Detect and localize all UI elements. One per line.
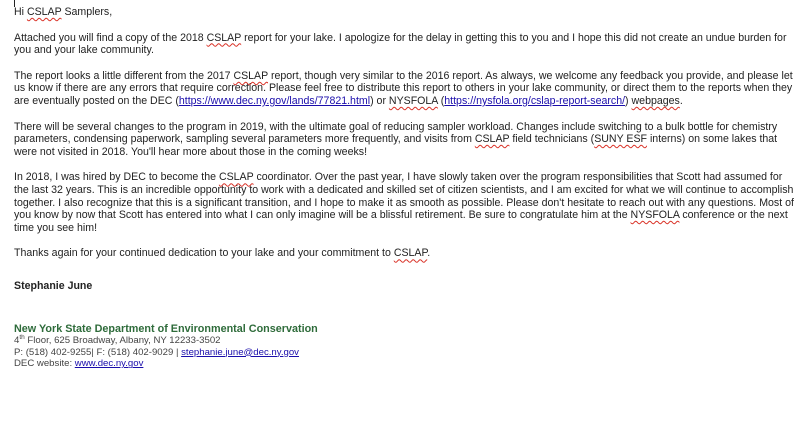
paragraph-program-changes (14, 121, 794, 159)
paragraph-report-attached (14, 32, 794, 57)
greeting-text: Hi (14, 6, 27, 18)
spellcheck-word[interactable]: NYSFOLA (388, 94, 438, 107)
signature-website (14, 358, 794, 370)
spellcheck-word[interactable]: CSLAP (206, 31, 242, 44)
greeting-text: Samplers, (61, 6, 113, 18)
signature-organization: New York State Department of Environmental Conservation (14, 322, 318, 335)
phone-text: P: (518) 402-9255| F: (518) 402-9029 | (14, 346, 182, 358)
website-link[interactable]: www.dec.ny.gov (74, 358, 144, 370)
signer-name: Stephanie June (14, 279, 93, 292)
paragraph-text: report, though very similar to the 2016 report. As always, we welcome any feedback you provide, and please let us know if there are any errors that require correction. Please feel free to distribute this report to others in your lake community, or direct them to the reports when they are eventually posted on the DEC ( (14, 69, 793, 107)
paragraph-thanks (14, 247, 794, 260)
paragraph-text: . (679, 94, 683, 107)
spellcheck-word[interactable]: CSLAP (233, 69, 269, 82)
signature-address (14, 335, 794, 347)
spellcheck-word[interactable]: webpages (631, 94, 680, 107)
spellcheck-word[interactable]: CSLAP (393, 247, 428, 260)
paragraph-text: The report looks a little different from the 2017 (14, 69, 234, 82)
paragraph-text: There will be several changes to the program in 2019, with the ultimate goal of reducing sampler workload. Changes include switching to a bulk bottle for chemistry parameters, condensing paperwork, sampling several parameters more frequently, and visits from (14, 120, 778, 146)
paragraph-text: ) (625, 94, 632, 107)
spellcheck-word[interactable]: CSLAP (26, 6, 62, 18)
paragraph-text: . (427, 247, 431, 260)
website-label: DEC website: (14, 358, 75, 370)
paragraph-text: field technicians ( (509, 133, 595, 146)
greeting (14, 6, 794, 19)
paragraph-text: report for your lake. I apologize for the delay in getting this to you and I hope this did not create an undue burden for you and your lake community. (14, 31, 787, 57)
email-body[interactable] (14, 6, 794, 370)
paragraph-text: Thanks again for your continued dedication to your lake and your commitment to (14, 247, 394, 260)
paragraph-text: conference or the next time you see him! (14, 209, 788, 234)
address-floor: 4 (14, 335, 20, 347)
address-floor-suffix: th (19, 333, 25, 341)
paragraph-text: In 2018, I was hired by DEC to become the (14, 171, 219, 184)
paragraph-text: coordinator. Over the past year, I have slowly taken over the program responsibilities that Scott had assumed for the last 32 years. This is an incredible opportunity to work with a dedicated and skilled set of citizen scientists, and I am excited for what we will continue to accomplish together. I also recognize that this is a significant transition, and I hope to make it as smooth as possible. Please don't hesitate to reach out with any questions. Most of you know by now that Scott has entered into what I can only imagine will be a blissful retirement. Be sure to congratulate him at the (14, 171, 794, 222)
email-signature (14, 323, 794, 370)
spellcheck-word[interactable]: SUNY ESF (594, 133, 647, 146)
dec-link[interactable]: https://www.dec.ny.gov/lands/77821.html (178, 94, 371, 107)
address-text: Floor, 625 Broadway, Albany, NY 12233-3502 (24, 335, 221, 347)
spellcheck-word[interactable]: CSLAP (218, 171, 254, 184)
nysfola-link[interactable]: https://nysfola.org/cslap-report-search/ (444, 94, 626, 107)
paragraph-text: ( (437, 94, 445, 107)
email-link[interactable]: stephanie.june@dec.ny.gov (181, 346, 299, 358)
spellcheck-word[interactable]: NYSFOLA (630, 209, 680, 222)
spellcheck-word[interactable]: CSLAP (474, 133, 510, 146)
paragraph-coordinator (14, 171, 794, 234)
paragraph-text: ) or (370, 94, 389, 107)
paragraph-text: interns) on some lakes that were not visited in 2018. You'll hear more about those in the coming weeks! (14, 133, 778, 158)
signature-phone (14, 347, 794, 359)
paragraph-report-changes (14, 70, 794, 108)
paragraph-text: Attached you will find a copy of the 2018 (14, 31, 207, 44)
